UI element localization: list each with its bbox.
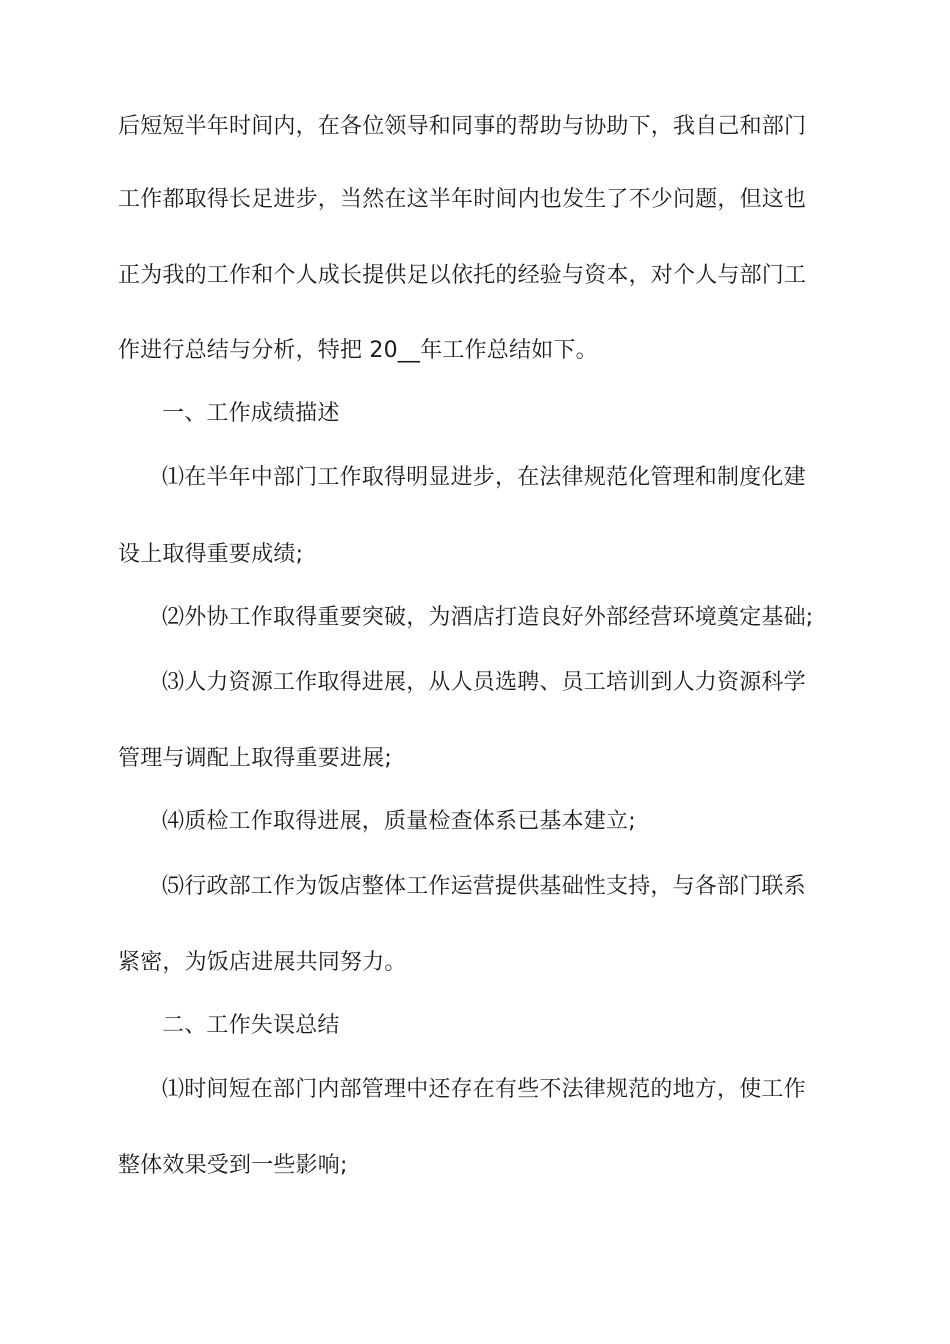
list-item: ⑴时间短在部门内部管理中还存在有些不法律规范的地方，使工作: [162, 1077, 806, 1102]
paragraph-line: 后短短半年时间内，在各位领导和同事的帮助与协助下，我自己和部门: [118, 114, 807, 139]
list-item: ⑵外协工作取得重要突破，为酒店打造良好外部经营环境奠定基础;: [162, 605, 814, 630]
paragraph-line: 工作都取得长足进步，当然在这半年时间内也发生了不少问题，但这也: [118, 187, 807, 212]
list-item: ⑴在半年中部门工作取得明显进步，在法律规范化管理和制度化建: [162, 465, 806, 490]
paragraph-line: 作进行总结与分析，特把 20__年工作总结如下。: [118, 338, 598, 363]
paragraph-line: 正为我的工作和个人成长提供足以依托的经验与资本，对个人与部门工: [118, 263, 807, 288]
section-heading: 一、工作成绩描述: [162, 401, 340, 426]
section-heading: 二、工作失误总结: [162, 1013, 340, 1038]
list-item-continuation: 设上取得重要成绩;: [118, 542, 304, 567]
list-item-continuation: 管理与调配上取得重要进展;: [118, 746, 393, 771]
list-item-continuation: 紧密，为饭店进展共同努力。: [118, 950, 407, 975]
list-item-continuation: 整体效果受到一些影响;: [118, 1153, 348, 1178]
list-item: ⑶人力资源工作取得进展，从人员选聘、员工培训到人力资源科学: [162, 670, 806, 695]
list-item: ⑷质检工作取得进展，质量检查体系已基本建立;: [162, 809, 636, 834]
list-item: ⑸行政部工作为饭店整体工作运营提供基础性支持，与各部门联系: [162, 874, 806, 899]
